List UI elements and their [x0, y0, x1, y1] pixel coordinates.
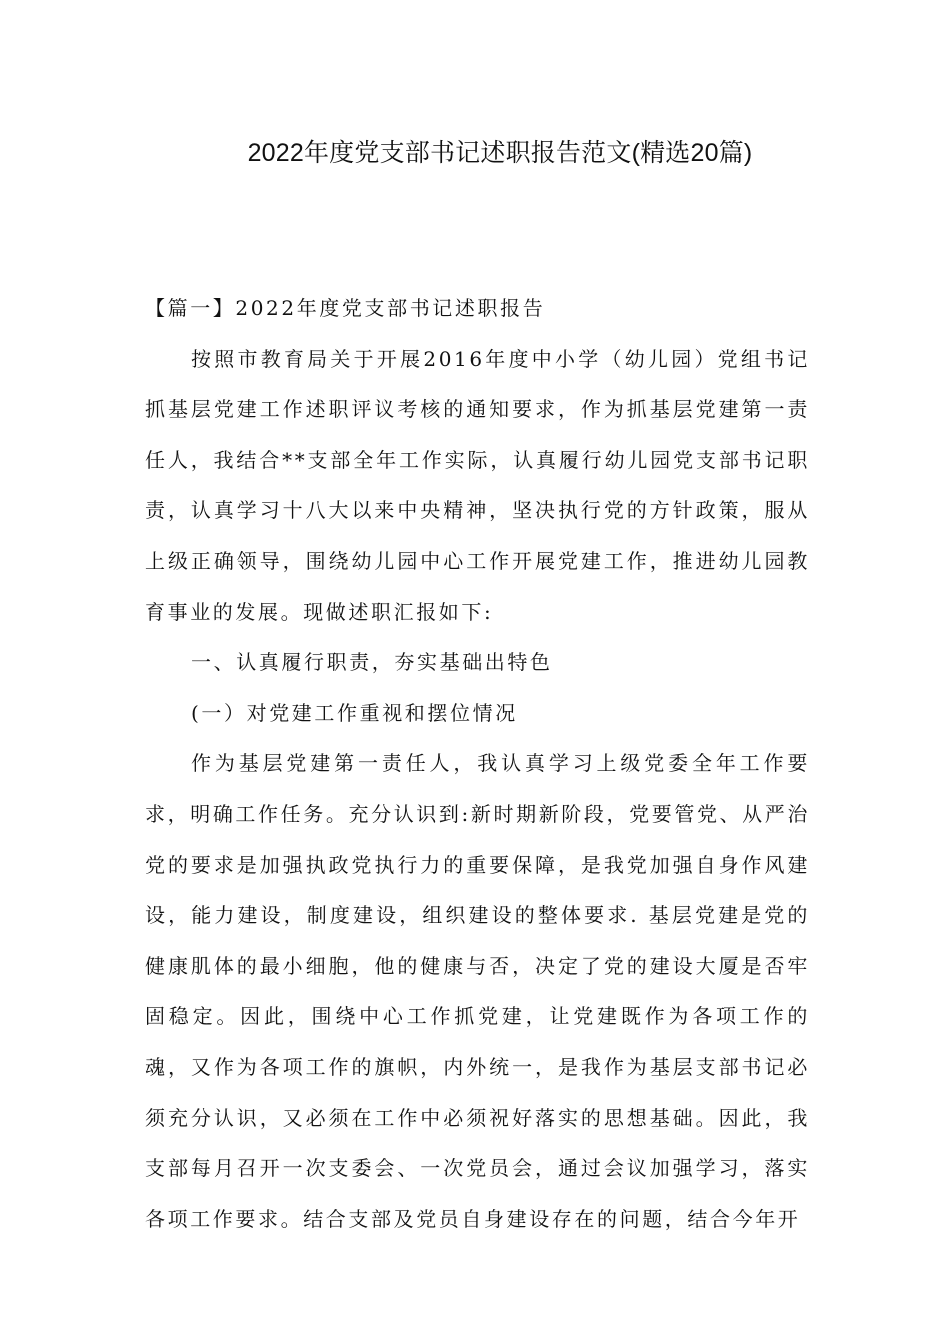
paragraph-intro: 按照市教育局关于开展2016年度中小学（幼儿园）党组书记抓基层党建工作述职评议考核的通知要求，作为抓基层党建第一责任人，我结合**支部全年工作实际，认真履行幼儿园党支部书记职责，认真学习十八大以来中央精神，坚决执行党的方针政策，服从上级正确领导，围绕幼儿园中心工作开展党建工作，推进幼儿园教育事业的发展。现做述职汇报如下:: [145, 346, 810, 624]
document-title: 2022年度党支部书记述职报告范文(精选20篇): [247, 139, 753, 167]
document-body: [145, 283, 810, 1244]
heading-level-2: (一）对党建工作重视和摆位情况: [191, 700, 518, 725]
heading-level-1: 一、认真履行职责，夯实基础出特色: [191, 650, 553, 675]
paragraph-body: 作为基层党建第一责任人，我认真学习上级党委全年工作要求，明确工作任务。充分认识到:新时期新阶段，党要管党、从严治党的要求是加强执政党执行力的重要保障，是我党加强自身作风建设，能力建设，制度建设，组织建设的整体要求. 基层党建是党的健康肌体的最小细胞，他的健康与否，决定了党的建设大厦是否牢固稳定。因此，围绕中心工作抓党建，让党建既作为各项工作的魂，又作为各项工作的旗帜，内外统一，是我作为基层支部书记必须充分认识，又必须在工作中必须祝好落实的思想基础。因此，我支部每月召开一次支委会、一次党员会，通过会议加强学习，落实各项工作要求。结合支部及党员自身建设存在的问题，结合今年开: [145, 751, 810, 1231]
section-heading: 【篇一】2022年度党支部书记述职报告: [145, 296, 546, 320]
